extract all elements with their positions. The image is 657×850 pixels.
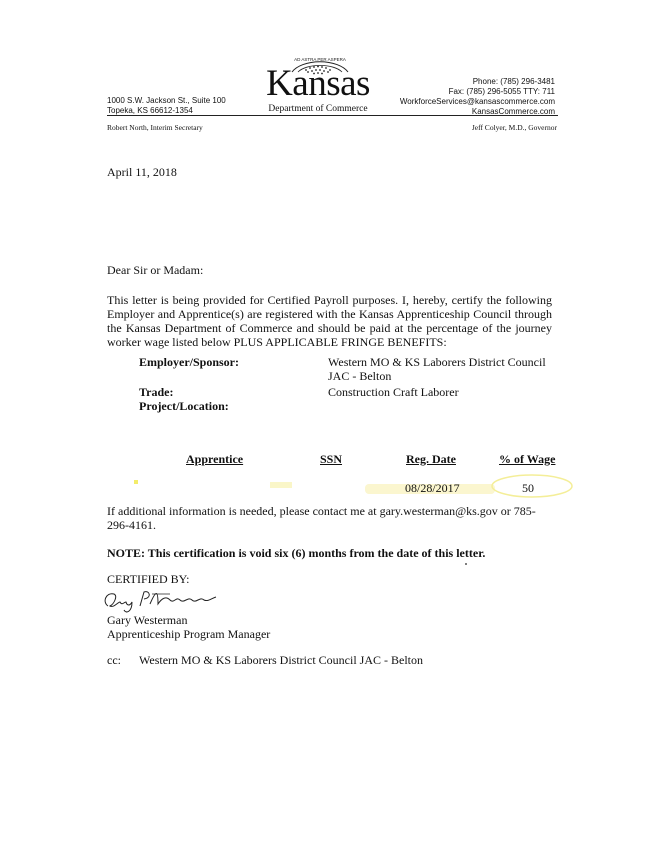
contact-block bbox=[380, 77, 555, 117]
employer-label: Employer/Sponsor: bbox=[139, 355, 240, 369]
cc-label: cc: bbox=[107, 653, 121, 667]
redaction-highlight bbox=[110, 470, 580, 500]
employer-value: Western MO & KS Laborers District Council JAC - Belton bbox=[328, 355, 546, 383]
letter-date: April 11, 2018 bbox=[107, 165, 177, 179]
wage-cell: 50 bbox=[522, 481, 534, 495]
address-line-1: 1000 S.W. Jackson St., Suite 100 bbox=[107, 96, 226, 105]
email-link[interactable]: WorkforceServices@kansascommerce.com bbox=[399, 97, 555, 106]
phone: Phone: (785) 296-3481 bbox=[472, 77, 555, 86]
header-ssn: SSN bbox=[320, 452, 343, 466]
logo-wordmark: Kansas bbox=[266, 63, 370, 104]
governor-name: Jeff Colyer, M.D., Governor bbox=[471, 123, 557, 132]
fax: Fax: (785) 296-5055 TTY: 711 bbox=[448, 87, 555, 96]
header-apprentice: Apprentice bbox=[186, 452, 244, 466]
reg-date-cell: 08/28/2017 bbox=[405, 481, 460, 495]
logo-motto: AD ASTRA PER ASPERA bbox=[294, 57, 346, 62]
salutation: Dear Sir or Madam: bbox=[107, 263, 204, 277]
trade-label: Trade: bbox=[139, 385, 174, 399]
signer-title: Apprenticeship Program Manager bbox=[107, 627, 271, 641]
secretary-name: Robert North, Interim Secretary bbox=[107, 123, 203, 132]
certification-paragraph: This letter is being provided for Certified Payroll purposes. I, hereby, certify the following Employer and Apprentice(s) are registered with the Kansas Apprenticeship Council through the Kansas Department of Commerce and should be paid at the percentage of the journey worker wage listed below PLUS APPLICABLE FRINGE BENEFITS: bbox=[107, 293, 552, 349]
cc-recipient: Western MO & KS Laborers District Council JAC - Belton bbox=[139, 653, 423, 667]
trade-value: Construction Craft Laborer bbox=[328, 385, 459, 399]
signer-name: Gary Westerman bbox=[107, 613, 188, 627]
header-wage: % of Wage bbox=[499, 452, 556, 466]
address-line-2: Topeka, KS 66612-1354 bbox=[107, 106, 193, 115]
letterhead-divider bbox=[107, 115, 558, 116]
handwritten-signature bbox=[100, 584, 220, 616]
project-label: Project/Location: bbox=[139, 399, 229, 413]
sender-address bbox=[107, 96, 226, 116]
contact-paragraph: If additional information is needed, please contact me at gary.westerman@ks.gov or 785-296-4161. bbox=[107, 504, 536, 532]
scan-speck bbox=[465, 563, 467, 565]
logo-department: Department of Commerce bbox=[268, 104, 368, 114]
void-note: NOTE: This certification is void six (6) months from the date of this letter. bbox=[107, 546, 486, 560]
website-link[interactable]: KansasCommerce.com bbox=[471, 107, 555, 116]
certified-by-label: CERTIFIED BY: bbox=[107, 572, 190, 586]
header-reg-date: Reg. Date bbox=[406, 452, 456, 466]
